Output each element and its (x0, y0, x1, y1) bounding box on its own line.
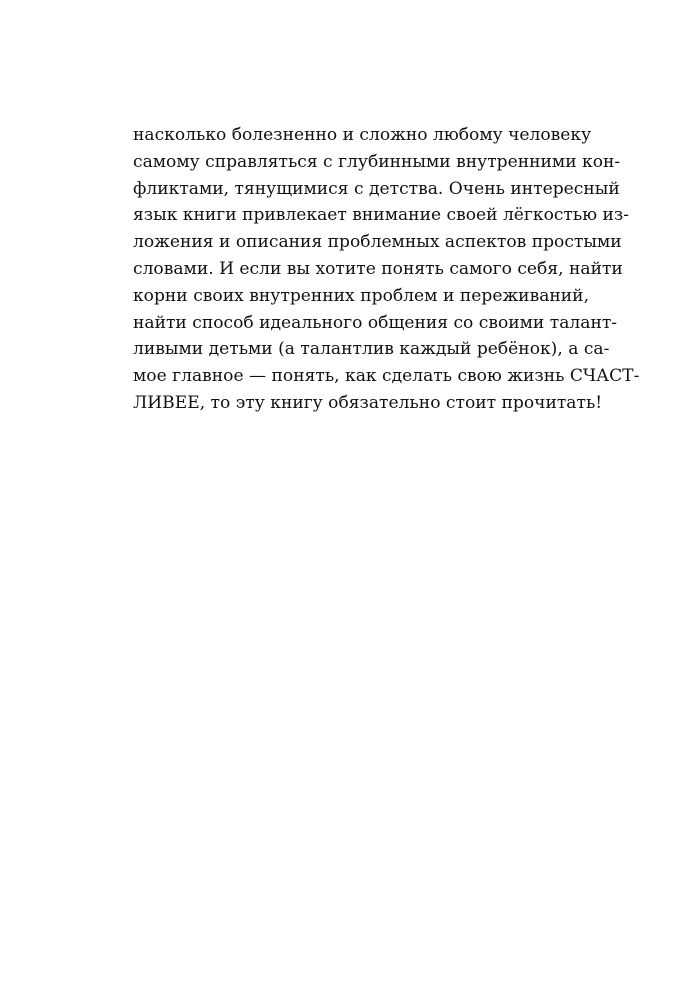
text-line-9: ливыми детьми (а талантлив каждый ребёнок), а са- (133, 339, 610, 360)
text-line-4: язык книги привлекает внимание своей лёгкостью из- (133, 205, 630, 226)
text-line-2: самому справляться с глубинными внутренними кон- (133, 151, 621, 172)
text-line-3: фликтами, тянущимися с детства. Очень интересный (133, 178, 620, 199)
text-line-6: словами. И если вы хотите понять самого себя, найти (133, 258, 623, 279)
text-line-7: корни своих внутренних проблем и переживаний, (133, 285, 589, 306)
text-line-11: ЛИВЕЕ, то эту книгу обязательно стоит прочитать! (133, 392, 603, 413)
text-line-8: найти способ идеального общения со своими талант- (133, 312, 618, 333)
text-line-10: мое главное — понять, как сделать свою жизнь СЧАСТ- (133, 366, 640, 387)
text-line-5: ложения и описания проблемных аспектов простыми (133, 232, 622, 253)
body-text (133, 122, 640, 417)
text-line-1: насколько болезненно и сложно любому человеку (133, 125, 592, 145)
